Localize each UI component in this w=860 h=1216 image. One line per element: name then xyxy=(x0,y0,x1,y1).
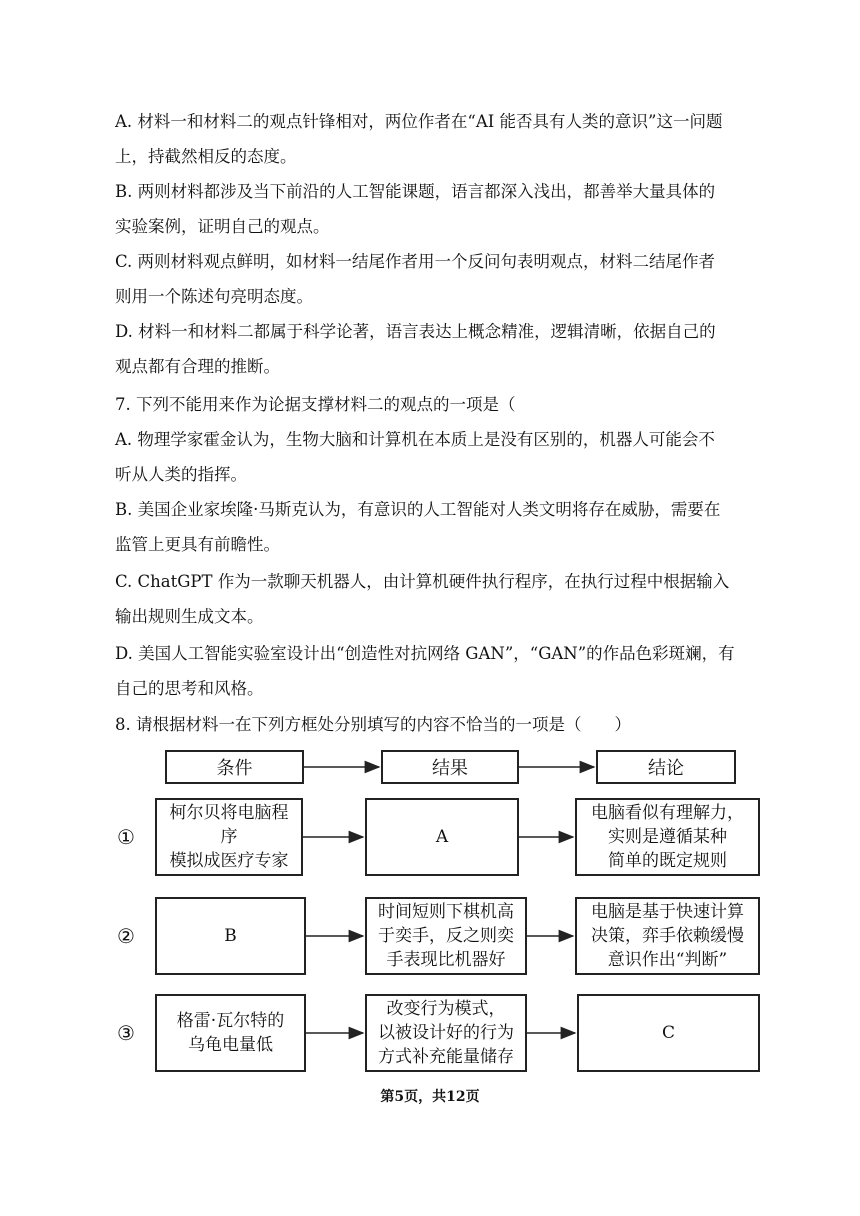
row1-condition-text: 柯尔贝将电脑程序 模拟成医疗专家 xyxy=(169,803,289,871)
row3-result-box xyxy=(365,994,527,1072)
q6-option-b-line1: B. 两则材料都涉及当下前沿的人工智能课题，语言都深入浅出，都善举大量具体的 xyxy=(115,182,716,201)
q6-option-c-line1: C. 两则材料观点鲜明，如材料一结尾作者用一个反问句表明观点，材料二结尾作者 xyxy=(115,252,716,271)
row3-conclusion-text: C xyxy=(661,1023,675,1043)
row1-result-box xyxy=(365,798,519,876)
q7-option-b-line2: 监管上更具有前瞻性。 xyxy=(115,535,280,554)
row3-conclusion-box xyxy=(577,994,760,1072)
header-result xyxy=(381,750,519,784)
q7-option-d-line2: 自己的思考和风格。 xyxy=(115,679,264,698)
row3-condition-box xyxy=(155,994,306,1072)
header-result-label: 结果 xyxy=(432,758,468,779)
row2-result-text: 时间短则下棋机高 于奕手，反之则奕 手表现比机器好 xyxy=(378,902,514,970)
row3-result-text: 改变行为模式， 以被设计好的行为 方式补充能量储存 xyxy=(378,999,514,1067)
header-conclusion-label: 结论 xyxy=(648,758,684,779)
q7-option-c-line1: C. ChatGPT 作为一款聊天机器人，由计算机硬件执行程序，在执行过程中根据输入 xyxy=(115,572,730,591)
q7-option-c-line2: 输出规则生成文本。 xyxy=(115,607,264,626)
q6-option-a-line2: 上，持截然相反的态度。 xyxy=(115,147,297,166)
q7-stem: 7. 下列不能用来作为论据支撑材料二的观点的一项是（ xyxy=(115,395,516,414)
row1-condition-box xyxy=(155,798,303,876)
page-footer: 第5页，共12页 xyxy=(380,1089,480,1105)
q7-option-a-line2: 听从人类的指挥。 xyxy=(115,465,247,484)
q7-option-a-line1: A. 物理学家霍金认为，生物大脑和计算机在本质上是没有区别的，机器人可能会不 xyxy=(115,430,715,449)
row2-conclusion-box xyxy=(575,897,760,975)
q8-stem: 8. 请根据材料一在下列方框处分别填写的内容不恰当的一项是（ ） xyxy=(115,715,631,734)
row2-result-box xyxy=(365,897,527,975)
header-condition-label: 条件 xyxy=(216,758,253,779)
header-conclusion xyxy=(596,750,736,784)
q6-option-d-line1: D. 材料一和材料二都属于科学论著，语言表达上概念精准，逻辑清晰，依据自己的 xyxy=(115,322,716,341)
q7-option-b-line1: B. 美国企业家埃隆·马斯克认为，有意识的人工智能对人类文明将存在威胁，需要在 xyxy=(115,500,721,519)
q6-option-d-line2: 观点都有合理的推断。 xyxy=(115,357,280,376)
row2-number: ② xyxy=(117,924,135,948)
row2-condition-text: B xyxy=(224,926,237,946)
row3-condition-text: 格雷·瓦尔特的 乌龟电量低 xyxy=(176,1011,285,1055)
row1-conclusion-text: 电脑看似有理解力， 实则是遵循某种 简单的既定规则 xyxy=(591,803,744,871)
q6-option-b-line2: 实验案例，证明自己的观点。 xyxy=(115,217,330,236)
row1-number: ① xyxy=(117,825,135,849)
row2-conclusion-text: 电脑是基于快速计算 决策，弈手依赖缓慢 意识作出“判断” xyxy=(591,902,744,970)
header-condition xyxy=(165,750,304,784)
row2-condition-box xyxy=(155,897,306,975)
row3-number: ③ xyxy=(117,1021,135,1045)
row1-conclusion-box xyxy=(575,798,760,876)
q6-option-c-line2: 则用一个陈述句亮明态度。 xyxy=(115,287,313,306)
q7-option-d-line1: D. 美国人工智能实验室设计出“创造性对抗网络 GAN”，“GAN”的作品色彩斑斓，有 xyxy=(115,644,735,663)
row1-result-text: A xyxy=(435,827,449,847)
q6-option-a-line1: A. 材料一和材料二的观点针锋相对，两位作者在“AI 能否具有人类的意识”这一问题 xyxy=(115,112,723,131)
